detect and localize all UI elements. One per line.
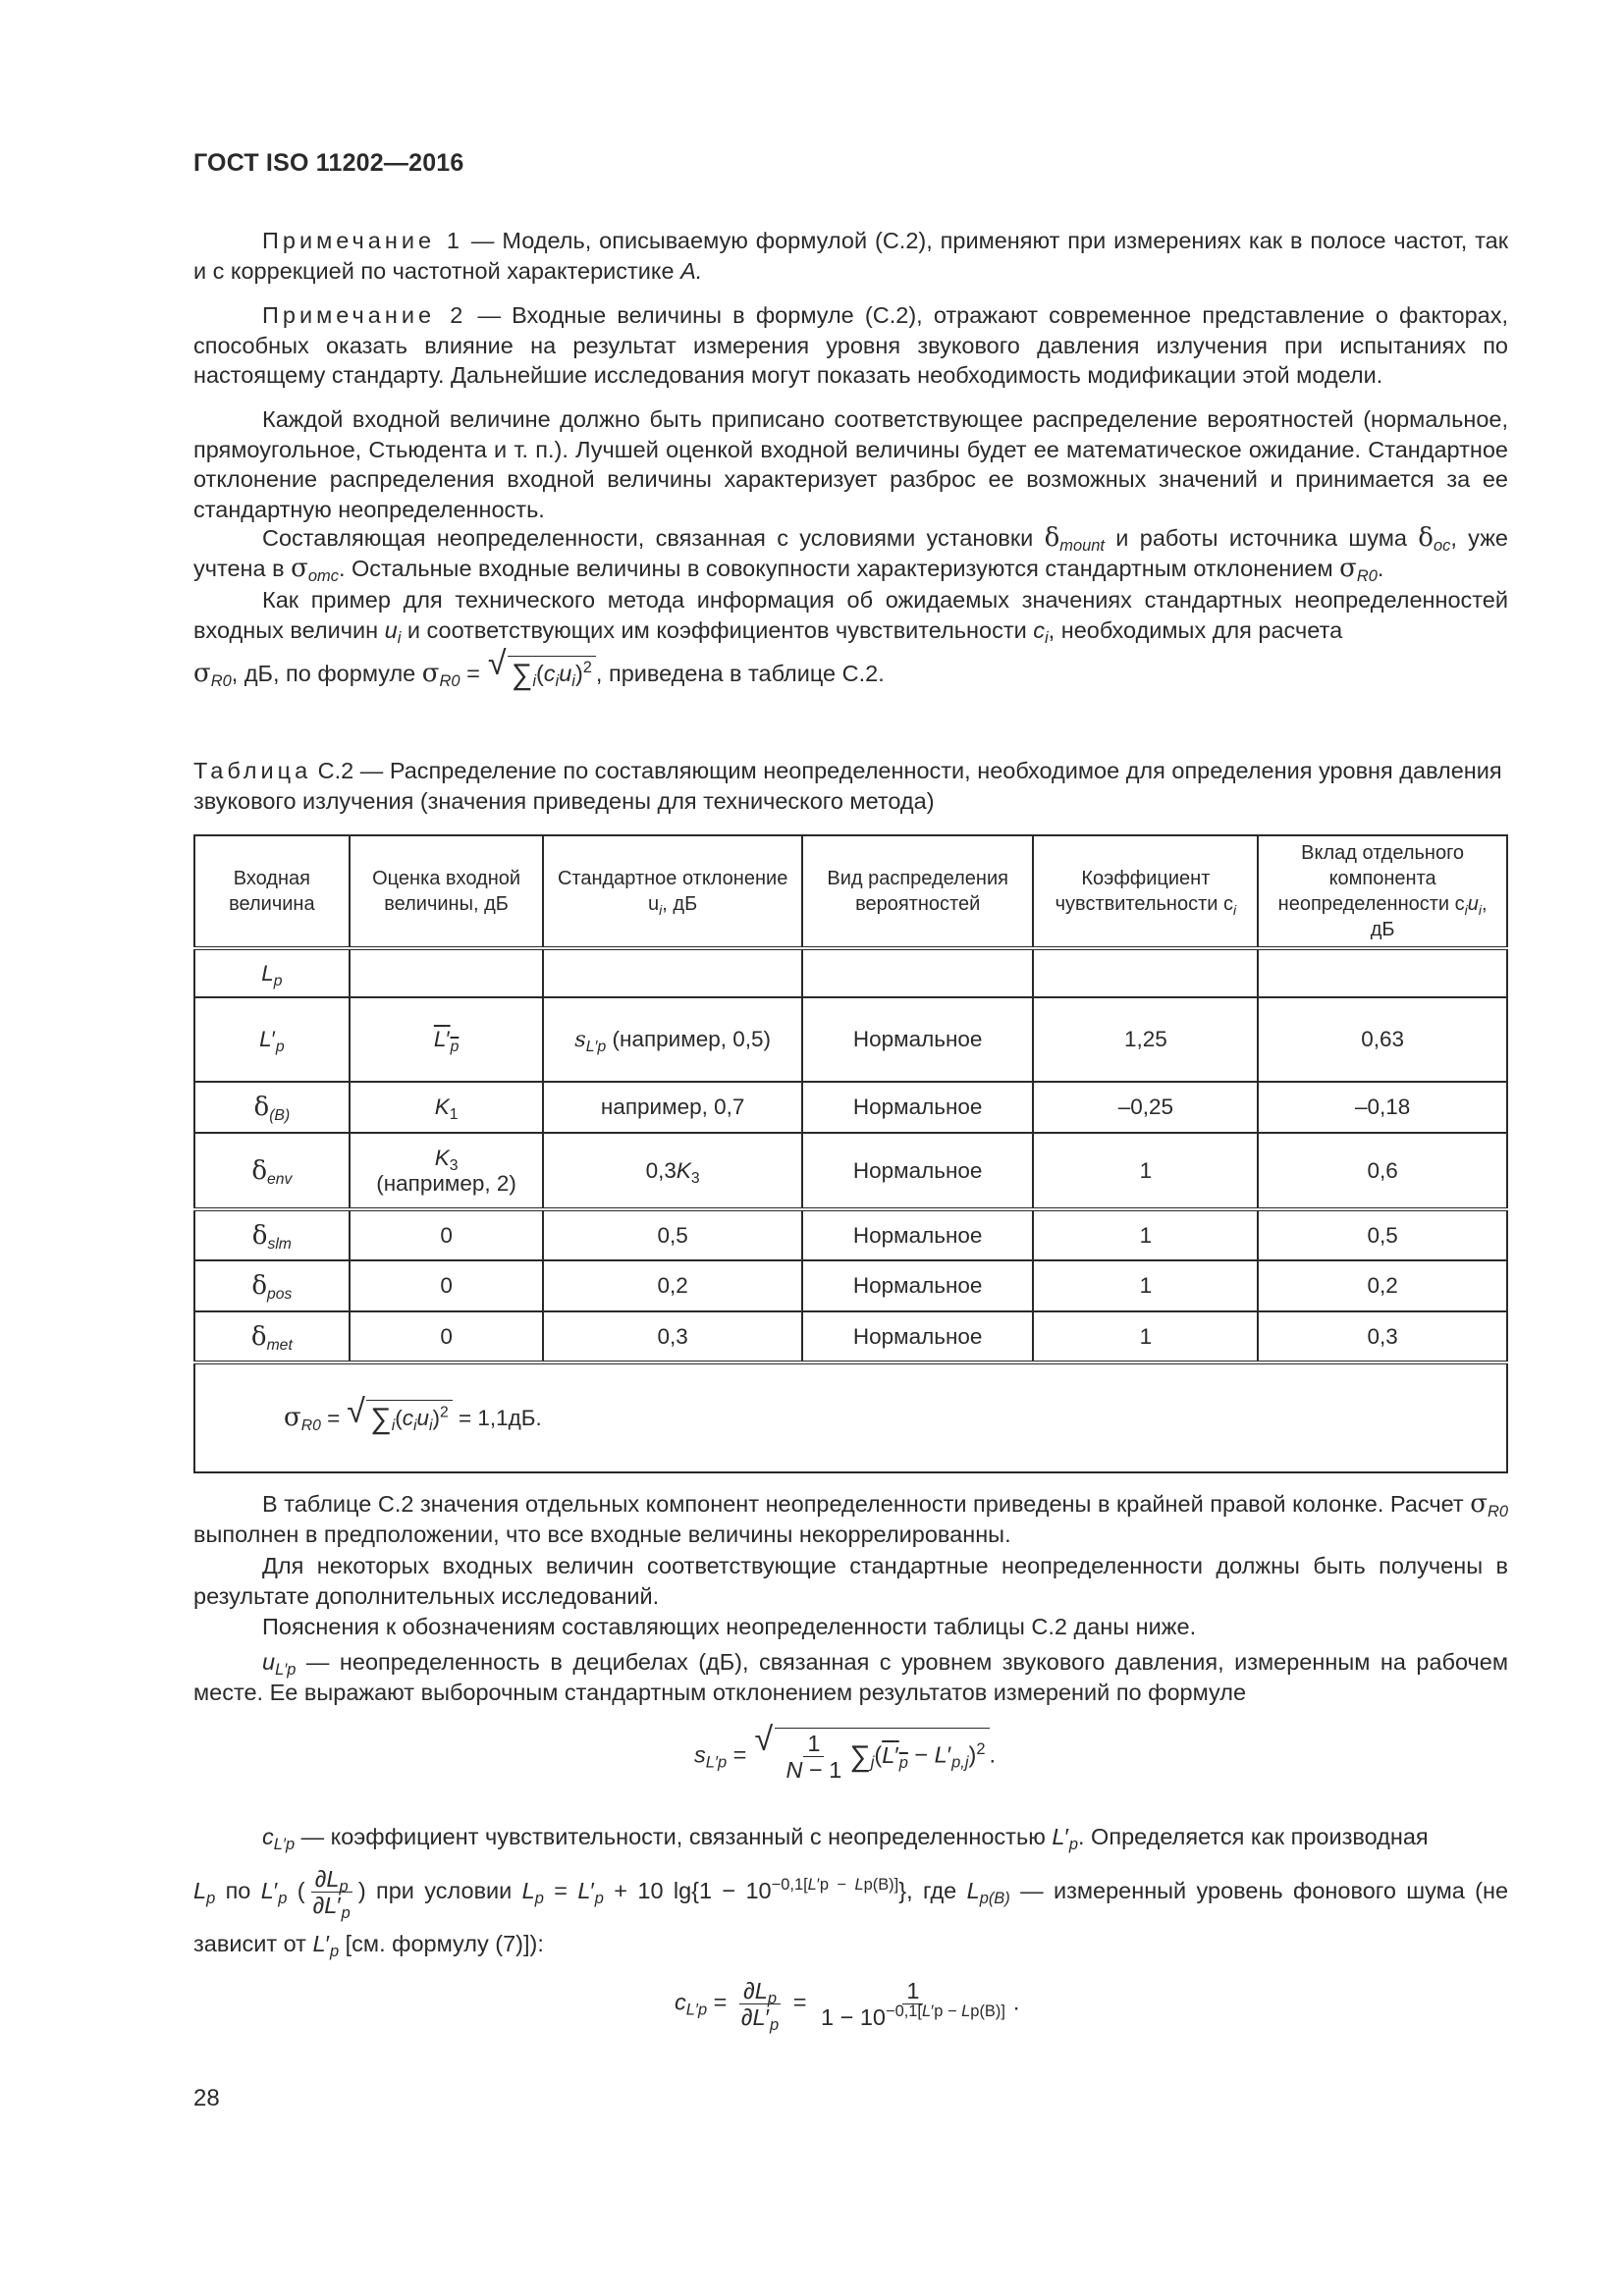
th-stddev: Стандартное отклонение $u_i$, дБ xyxy=(543,835,801,948)
paragraph-table-explanation: В таблице С.2 значения отдельных компонент неопределенности приведены в крайней правой колонке. Расчет $\sigma_{R0}$ выполнен в предположении, что все входные величины некоррелированны. xyxy=(193,1489,1508,1547)
table-sum-row xyxy=(194,1362,1507,1472)
para2-b: и работы источника шума xyxy=(1104,525,1419,551)
para8-d: при условии xyxy=(376,1878,522,1903)
para3-e: приведена в таблице С.2. xyxy=(608,661,885,686)
para2-d: . Остальные входные величины в совокупности характеризуются стандартным отклонением xyxy=(338,555,1340,581)
cell-input: $\delta_{env}$ xyxy=(194,1133,350,1209)
th-input: Входная величина xyxy=(194,835,350,948)
paragraph-example: Как пример для технического метода информация об ожидаемых значениях стандартных неопределенностей входных величин $u_i$ и соответствующих им коэффициентов чувствительности $c_i$, необходимых для расчета xyxy=(193,587,1508,647)
cell-input: $\delta_{pos}$ xyxy=(194,1260,350,1311)
para3-b: и соответствующих им коэффициентов чувствительности xyxy=(401,616,1034,643)
cell-distribution xyxy=(802,948,1034,997)
para8-c: по xyxy=(215,1878,261,1903)
cell-estimate: 0 xyxy=(350,1260,544,1311)
th-estimate: Оценка входной величины, дБ xyxy=(350,835,544,948)
para8-e: , где xyxy=(906,1878,967,1903)
cell-estimate: $L'_p$ xyxy=(350,997,544,1082)
cell-estimate: 0 xyxy=(350,1209,544,1260)
cell-stddev: $0,3K_3$ xyxy=(543,1133,801,1209)
sum-result: = 1,1дБ. xyxy=(452,1405,542,1430)
formula-c-lp: $c_{L'p}$ = $\frac{\partial L_p}{\partial L'_p}$ = $\frac{1}{1 - 10^{-0,1[L'p - Lp(B)]}}$ . xyxy=(675,1978,1020,2034)
para3-c: , необходимых для расчета xyxy=(1048,616,1343,643)
cell-coefficient: 1 xyxy=(1033,1311,1258,1362)
note-1-text: — Модель, описываемую формулой (С.2), применяют при измерениях как в полосе частот, так и с коррекцией по частотной характеристике xyxy=(193,228,1508,284)
paragraph-additional: Для некоторых входных величин соответствующие стандартные неопределенности должны быть получены в результате дополнительных исследований. xyxy=(193,1553,1508,1609)
table-caption xyxy=(193,756,1508,816)
th-contribution: Вклад отдельного компонента неопределенности $c_iu_i$, дБ xyxy=(1258,835,1507,948)
paragraph-example-formula-line: $\sigma_{R0}$, дБ, по формуле $\sigma_{R0}$ = √ $\sum_i(c_iu_i)^2$ , приведена в таблице С.2. xyxy=(193,656,1508,690)
paragraph-components: Составляющая неопределенности, связанная с условиями установки $\delta_{mount}$ и работы источника шума $\delta_{oc}$, уже учтена в $\sigma_{omc}$. Остальные входные величины в совокупности характеризуются стандартным отклонением $\sigma_{R0}$. xyxy=(193,523,1508,585)
para8-f: — измеренный уровень фонового шума (не зависит от xyxy=(193,1878,1509,1957)
para4-b: выполнен в предположении, что все входные величины некоррелированны. xyxy=(193,1521,1011,1547)
note-2 xyxy=(193,300,1508,391)
cell-coefficient: –0,25 xyxy=(1033,1082,1258,1133)
cell-distribution: Нормальное xyxy=(802,1311,1034,1362)
table-row xyxy=(194,1260,1507,1311)
para3-d: , дБ, по формуле xyxy=(231,661,422,686)
para8-a: — коэффициент чувствительности, связанный с неопределенностью xyxy=(295,1824,1053,1849)
note-2-text: — Входные величины в формуле (С.2), отражают современное представление о факторах, способных оказать влияние на результат измерения уровня звукового давления излучения при испытаниях по настоящему стандарту. Дальнейшие исследования могут показать необходимость модификации этой модели. xyxy=(193,302,1508,388)
th-distribution: Вид распределения вероятностей xyxy=(802,835,1034,948)
para7-text: — неопределенность в децибелах (дБ), связанная с уровнем звукового давления, измеренным на рабочем месте. Ее выражают выборочным стандартным отклонением результатов измерений по формуле xyxy=(193,1649,1508,1705)
note-2-label: Примечание 2 xyxy=(262,302,467,328)
table-row xyxy=(194,1082,1507,1133)
para3-a: Как пример для технического метода информация об ожидаемых значениях стандартных неопределенностей входных величин xyxy=(193,587,1508,643)
paragraph-c-lp-line2: $L_p$ по $L'_p$ ( $\frac{\partial L_p}{\partial L'_p}$ ) при условии $L_p = L'_p + 10$ $\lg\{1 - 10^{-0,1[L'p - Lp(B)]}\}$, где $L_{p(B)}$ — измеренный уровень фонового шума (не зависит от $L'_p$ [см. формулу (7)]): xyxy=(193,1866,1509,1961)
cell-coefficient xyxy=(1033,948,1258,997)
document-header: ГОСТ ISO 11202—2016 xyxy=(193,149,464,177)
para2-a: Составляющая неопределенности, связанная с условиями установки xyxy=(262,525,1045,551)
th-coefficient: Коэффициент чувствительности $c_i$ xyxy=(1033,835,1258,948)
cell-contribution: 0,3 xyxy=(1258,1311,1507,1362)
cell-input: $L_p$ xyxy=(194,948,350,997)
cell-estimate: 0 xyxy=(350,1311,544,1362)
sum-formula-cell: $\sigma_{R0}$ = √ $\sum_i(c_iu_i)^2 = 1,1дБ$. xyxy=(194,1362,1507,1472)
sigma-r0-formula: $\sigma_{R0}$ = √ $\sum_i(c_iu_i)^2$ , xyxy=(422,661,603,686)
cell-coefficient: 1 xyxy=(1033,1133,1258,1209)
cell-contribution: 0,5 xyxy=(1258,1209,1507,1260)
cell-stddev xyxy=(543,948,801,997)
table-row xyxy=(194,1209,1507,1260)
cell-estimate: $K_3$ (например, 2) xyxy=(350,1133,544,1209)
cell-input: $\delta_{met}$ xyxy=(194,1311,350,1362)
cell-coefficient: 1,25 xyxy=(1033,997,1258,1082)
table-caption-text: С.2 — Распределение по составляющим неопределенности, необходимое для определения уровня давления звукового излучения (значения приведены для технического метода) xyxy=(193,758,1502,814)
paragraph-c-lp: $c_{L'p}$ — коэффициент чувствительности, связанный с неопределенностью $L'_p$. Определяется как производная xyxy=(262,1824,1429,1853)
cell-distribution: Нормальное xyxy=(802,1082,1034,1133)
para4-a: В таблице С.2 значения отдельных компонент неопределенности приведены в крайней правой колонке. Расчет xyxy=(262,1491,1471,1517)
paragraph-u-lp: $u_{L'p}$ — неопределенность в децибелах (дБ), связанная с уровнем звукового давления, измеренным на рабочем месте. Ее выражают выборочным стандартным отклонением результатов измерений по формуле xyxy=(193,1649,1508,1705)
table-caption-label: Таблица xyxy=(193,758,312,783)
paragraph-notation: Пояснения к обозначениям составляющих неопределенности таблицы С.2 даны ниже. xyxy=(262,1614,1197,1639)
para2-c: , уже учтена в xyxy=(193,525,1508,581)
cell-estimate: $K_1$ xyxy=(350,1082,544,1133)
cell-stddev: 0,5 xyxy=(543,1209,801,1260)
cell-contribution xyxy=(1258,948,1507,997)
cell-distribution: Нормальное xyxy=(802,997,1034,1082)
para8-b: . Определяется как производная xyxy=(1078,1824,1429,1849)
cell-contribution: –0,18 xyxy=(1258,1082,1507,1133)
cell-stddev: $s_{L'p}$ (например, 0,5) xyxy=(543,997,801,1082)
note-1 xyxy=(193,226,1508,286)
para8-g: [см. формулу (7)]): xyxy=(339,1931,544,1957)
cell-input: $L'_p$ xyxy=(194,997,350,1082)
cell-input: $\delta_{(B)}$ xyxy=(194,1082,350,1133)
cell-coefficient: 1 xyxy=(1033,1209,1258,1260)
table-header-row xyxy=(194,835,1507,948)
cell-stddev: например, 0,7 xyxy=(543,1082,801,1133)
note-1-label: Примечание 1 xyxy=(262,228,464,253)
cell-coefficient: 1 xyxy=(1033,1260,1258,1311)
cell-distribution: Нормальное xyxy=(802,1133,1034,1209)
table-row xyxy=(194,948,1507,997)
cell-distribution: Нормальное xyxy=(802,1260,1034,1311)
cell-stddev: 0,2 xyxy=(543,1260,801,1311)
uncertainty-table xyxy=(193,834,1508,1473)
cell-distribution: Нормальное xyxy=(802,1209,1034,1260)
page-number: 28 xyxy=(193,2085,220,2111)
formula-s-lp: $s_{L'p}$ = √ $\frac{1}{N - 1}$ $\sum_j(L'_p - L'_{p,j})^2$ . xyxy=(694,1728,996,1783)
cell-contribution: 0,63 xyxy=(1258,997,1507,1082)
cell-contribution: 0,2 xyxy=(1258,1260,1507,1311)
table-row xyxy=(194,1311,1507,1362)
cell-estimate xyxy=(350,948,544,997)
paragraph-distribution: Каждой входной величине должно быть приписано соответствующее распределение вероятностей (нормальное, прямоугольное, Стьюдента и т. п.). Лучшей оценкой входной величины будет ее математическое ожидание. Стандартное отклонение распределения входной величины характеризует разброс ее возможных значений и принимается за ее стандартную неопределенность. xyxy=(193,406,1508,522)
cell-input: $\delta_{slm}$ xyxy=(194,1209,350,1260)
table-row xyxy=(194,1133,1507,1209)
cell-contribution: 0,6 xyxy=(1258,1133,1507,1209)
note-1-end: A. xyxy=(680,257,703,284)
cell-stddev: 0,3 xyxy=(543,1311,801,1362)
table-row xyxy=(194,997,1507,1082)
